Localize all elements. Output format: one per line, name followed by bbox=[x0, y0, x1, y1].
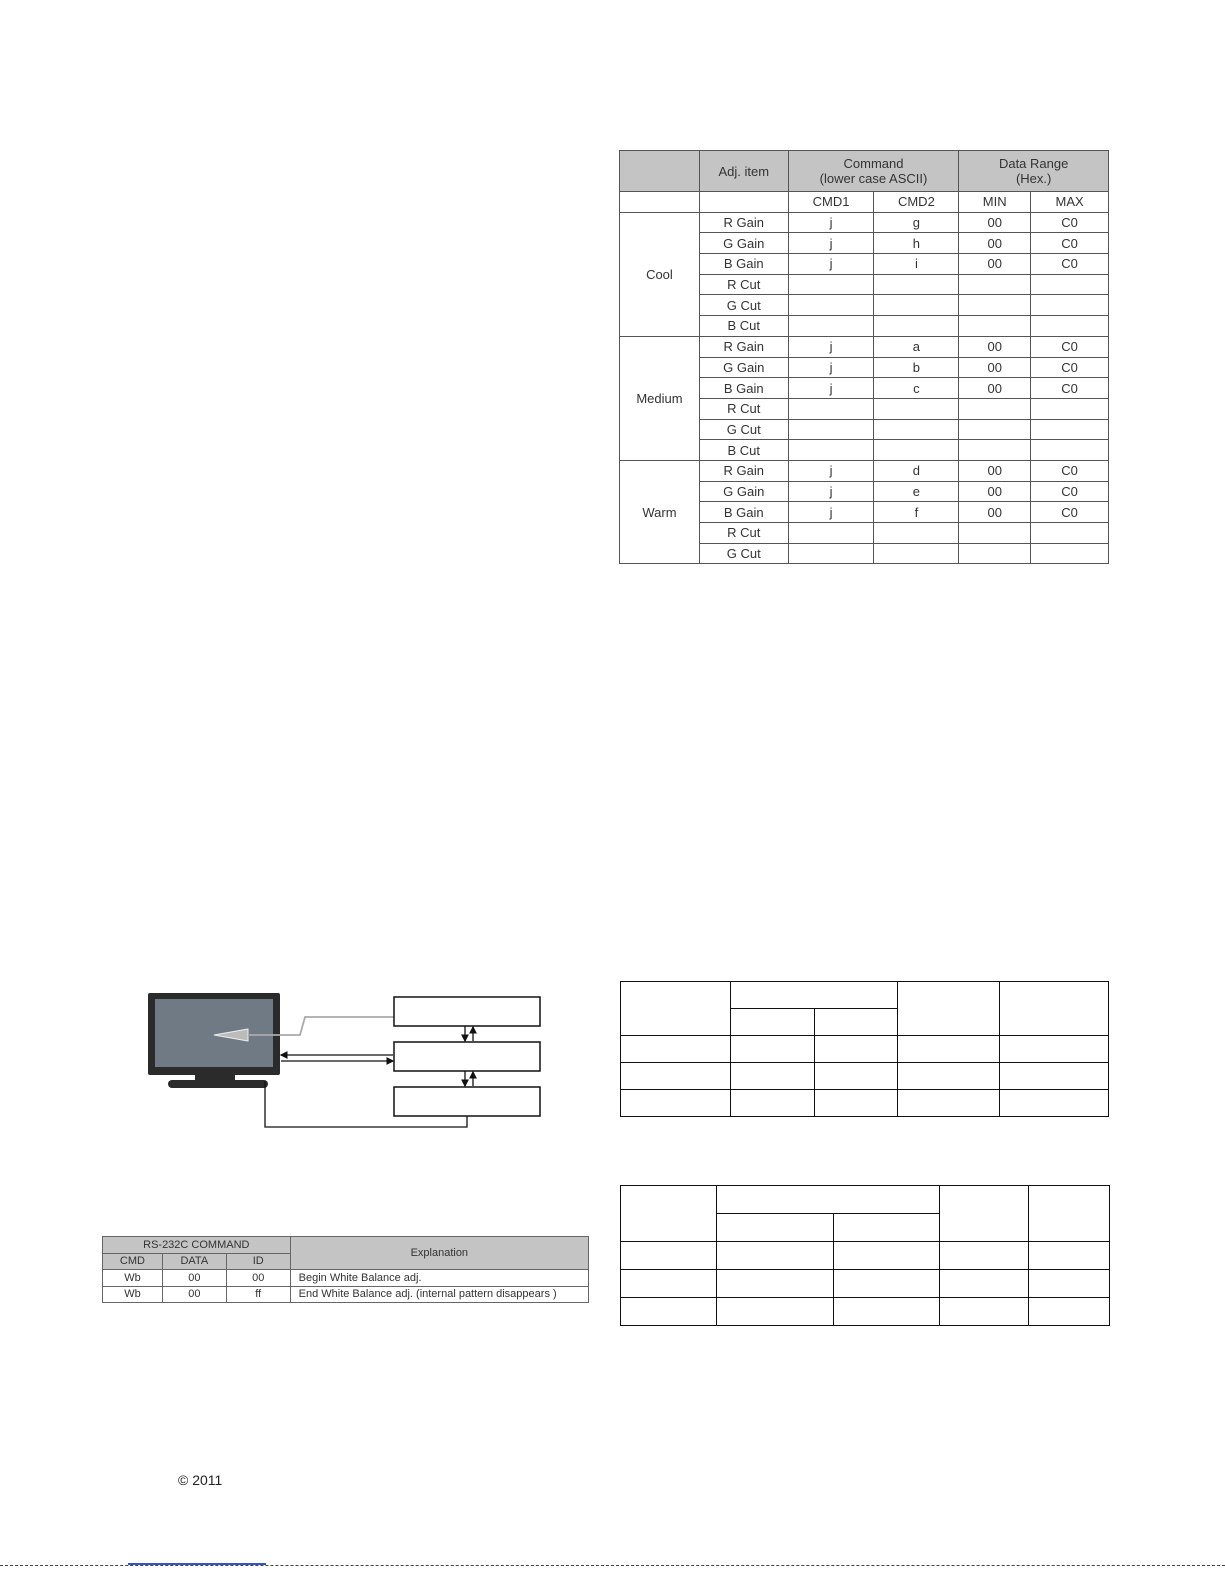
subheader-max: MAX bbox=[1031, 192, 1109, 213]
subheader-blank-cell bbox=[699, 192, 788, 213]
item-cell: B Cut bbox=[699, 316, 788, 337]
item-cell: B Gain bbox=[699, 502, 788, 523]
table-cell bbox=[833, 1214, 940, 1242]
table-cell bbox=[621, 1186, 717, 1242]
table-cell bbox=[833, 1270, 940, 1298]
max-cell bbox=[1031, 398, 1109, 419]
table-cell bbox=[940, 1186, 1029, 1242]
max-cell: C0 bbox=[1031, 481, 1109, 502]
max-cell: C0 bbox=[1031, 460, 1109, 481]
table-cell bbox=[1000, 1063, 1109, 1090]
table-cell bbox=[621, 1063, 731, 1090]
table-cell bbox=[730, 982, 898, 1009]
table-row bbox=[621, 1242, 1110, 1270]
rs-data-cell: 00 bbox=[162, 1286, 226, 1303]
table-cell bbox=[621, 1242, 717, 1270]
min-cell bbox=[959, 295, 1031, 316]
max-cell bbox=[1031, 316, 1109, 337]
min-cell bbox=[959, 398, 1031, 419]
cmd1-cell: j bbox=[788, 233, 874, 254]
max-cell: C0 bbox=[1031, 233, 1109, 254]
min-cell bbox=[959, 274, 1031, 295]
cmd1-cell bbox=[788, 543, 874, 564]
cmd1-cell: j bbox=[788, 378, 874, 399]
rs-col-data: DATA bbox=[162, 1253, 226, 1270]
item-cell: G Cut bbox=[699, 543, 788, 564]
cmd2-cell: c bbox=[874, 378, 959, 399]
rs-group-header: RS-232C COMMAND bbox=[103, 1237, 291, 1254]
table-row bbox=[620, 212, 1109, 233]
table-cell bbox=[1029, 1186, 1110, 1242]
rs-header-row bbox=[103, 1237, 589, 1254]
group-label-cell: Medium bbox=[620, 336, 700, 460]
cmd2-cell: a bbox=[874, 336, 959, 357]
table-cell bbox=[621, 1298, 717, 1326]
footer-link-underline bbox=[128, 1563, 266, 1565]
header-range-line2: (Hex.) bbox=[1015, 171, 1052, 186]
table-cell bbox=[898, 1090, 1000, 1117]
footer-dashed-rule bbox=[0, 1565, 1225, 1566]
rs232c-command-table bbox=[102, 1236, 589, 1303]
cmd2-cell bbox=[874, 523, 959, 544]
max-cell bbox=[1031, 274, 1109, 295]
table-cell bbox=[814, 1090, 898, 1117]
max-cell bbox=[1031, 440, 1109, 461]
max-cell: C0 bbox=[1031, 336, 1109, 357]
cmd2-cell bbox=[874, 398, 959, 419]
header-range-line1: Data Range bbox=[998, 156, 1069, 171]
min-cell: 00 bbox=[959, 357, 1031, 378]
header-command-line2: (lower case ASCII) bbox=[819, 171, 928, 186]
item-cell: R Cut bbox=[699, 523, 788, 544]
connection-diagram bbox=[140, 985, 550, 1135]
rs-explanation-cell: Begin White Balance adj. bbox=[290, 1270, 588, 1287]
table-cell bbox=[621, 1090, 731, 1117]
table-cell bbox=[940, 1270, 1029, 1298]
table-cell bbox=[730, 1009, 814, 1036]
table-cell bbox=[716, 1186, 940, 1214]
table-cell bbox=[621, 1036, 731, 1063]
min-cell bbox=[959, 316, 1031, 337]
cmd2-cell bbox=[874, 543, 959, 564]
copyright-text: © 2011 bbox=[178, 1472, 223, 1488]
item-cell: G Cut bbox=[699, 419, 788, 440]
table-subheader-row bbox=[620, 192, 1109, 213]
item-cell: G Cut bbox=[699, 295, 788, 316]
subheader-min: MIN bbox=[959, 192, 1031, 213]
diagram-box-middle bbox=[394, 1042, 540, 1071]
rs-cmd-cell: Wb bbox=[103, 1286, 163, 1303]
cmd2-cell: f bbox=[874, 502, 959, 523]
item-cell: B Cut bbox=[699, 440, 788, 461]
table-cell bbox=[621, 982, 731, 1036]
table-cell bbox=[1029, 1298, 1110, 1326]
max-cell bbox=[1031, 523, 1109, 544]
cmd1-cell: j bbox=[788, 357, 874, 378]
table-cell bbox=[814, 1036, 898, 1063]
subheader-cmd2: CMD2 bbox=[874, 192, 959, 213]
min-cell bbox=[959, 419, 1031, 440]
item-cell: R Gain bbox=[699, 336, 788, 357]
table-row bbox=[621, 1063, 1109, 1090]
item-cell: G Gain bbox=[699, 233, 788, 254]
rs-id-cell: ff bbox=[226, 1286, 290, 1303]
cmd1-cell bbox=[788, 274, 874, 295]
item-cell: R Cut bbox=[699, 274, 788, 295]
cmd2-cell: h bbox=[874, 233, 959, 254]
rs-data-cell: 00 bbox=[162, 1270, 226, 1287]
cmd2-cell bbox=[874, 274, 959, 295]
table-row bbox=[621, 1090, 1109, 1117]
table-cell bbox=[1000, 1036, 1109, 1063]
rs-col-id: ID bbox=[226, 1253, 290, 1270]
cmd1-cell: j bbox=[788, 336, 874, 357]
max-cell bbox=[1031, 419, 1109, 440]
item-cell: G Gain bbox=[699, 357, 788, 378]
rs-id-cell: 00 bbox=[226, 1270, 290, 1287]
white-balance-table-body bbox=[620, 212, 1109, 564]
table-cell bbox=[1000, 1090, 1109, 1117]
table-row bbox=[621, 1298, 1110, 1326]
cmd2-cell bbox=[874, 295, 959, 316]
cmd1-cell: j bbox=[788, 460, 874, 481]
min-cell bbox=[959, 523, 1031, 544]
cmd2-cell bbox=[874, 419, 959, 440]
cmd2-cell: g bbox=[874, 212, 959, 233]
min-cell: 00 bbox=[959, 336, 1031, 357]
subheader-cmd1: CMD1 bbox=[788, 192, 874, 213]
cmd1-cell: j bbox=[788, 254, 874, 275]
table-row bbox=[621, 1270, 1110, 1298]
table-row bbox=[620, 460, 1109, 481]
white-balance-table bbox=[619, 150, 1109, 564]
table-cell bbox=[716, 1214, 833, 1242]
cmd1-cell bbox=[788, 295, 874, 316]
cmd1-cell bbox=[788, 419, 874, 440]
max-cell bbox=[1031, 295, 1109, 316]
item-cell: R Gain bbox=[699, 460, 788, 481]
min-cell: 00 bbox=[959, 481, 1031, 502]
max-cell: C0 bbox=[1031, 502, 1109, 523]
cmd1-cell bbox=[788, 398, 874, 419]
tv-screen bbox=[155, 999, 273, 1067]
min-cell: 00 bbox=[959, 212, 1031, 233]
max-cell: C0 bbox=[1031, 378, 1109, 399]
max-cell: C0 bbox=[1031, 357, 1109, 378]
cmd2-cell bbox=[874, 440, 959, 461]
table-cell bbox=[730, 1063, 814, 1090]
cmd2-cell bbox=[874, 316, 959, 337]
table-row bbox=[103, 1286, 589, 1303]
cmd1-cell: j bbox=[788, 481, 874, 502]
table-cell bbox=[1029, 1270, 1110, 1298]
item-cell: B Gain bbox=[699, 378, 788, 399]
diagram-box-bottom bbox=[394, 1087, 540, 1116]
tv-set-icon bbox=[148, 993, 280, 1088]
diagram-box-top bbox=[394, 997, 540, 1026]
table-cell bbox=[814, 1063, 898, 1090]
table-row bbox=[103, 1270, 589, 1287]
cmd1-cell bbox=[788, 523, 874, 544]
table-cell bbox=[1000, 982, 1109, 1036]
min-cell: 00 bbox=[959, 378, 1031, 399]
empty-table-upper bbox=[620, 981, 1109, 1117]
min-cell: 00 bbox=[959, 233, 1031, 254]
cmd2-cell: d bbox=[874, 460, 959, 481]
cmd2-cell: i bbox=[874, 254, 959, 275]
item-cell: R Cut bbox=[699, 398, 788, 419]
header-data-range bbox=[959, 151, 1109, 192]
table-row bbox=[620, 336, 1109, 357]
min-cell: 00 bbox=[959, 254, 1031, 275]
header-adj-item: Adj. item bbox=[699, 151, 788, 192]
rs-explanation-header: Explanation bbox=[290, 1237, 588, 1270]
item-cell: R Gain bbox=[699, 212, 788, 233]
max-cell: C0 bbox=[1031, 212, 1109, 233]
cmd2-cell: e bbox=[874, 481, 959, 502]
group-label-cell: Cool bbox=[620, 212, 700, 336]
table-cell bbox=[898, 1063, 1000, 1090]
table-cell bbox=[940, 1298, 1029, 1326]
rs-col-cmd: CMD bbox=[103, 1253, 163, 1270]
table-row bbox=[621, 982, 1109, 1009]
empty-table-lower bbox=[620, 1185, 1110, 1326]
table-row bbox=[621, 1186, 1110, 1214]
rs-explanation-cell: End White Balance adj. (internal pattern disappears ) bbox=[290, 1286, 588, 1303]
cmd1-cell: j bbox=[788, 502, 874, 523]
table-row bbox=[621, 1036, 1109, 1063]
table-cell bbox=[814, 1009, 898, 1036]
header-command bbox=[788, 151, 959, 192]
item-cell: B Gain bbox=[699, 254, 788, 275]
table-cell bbox=[716, 1298, 833, 1326]
table-cell bbox=[940, 1242, 1029, 1270]
group-label-cell: Warm bbox=[620, 460, 700, 563]
table-cell bbox=[730, 1036, 814, 1063]
cmd1-cell bbox=[788, 440, 874, 461]
cmd2-cell: b bbox=[874, 357, 959, 378]
table-cell bbox=[833, 1298, 940, 1326]
table-cell bbox=[898, 1036, 1000, 1063]
min-cell bbox=[959, 440, 1031, 461]
min-cell bbox=[959, 543, 1031, 564]
item-cell: G Gain bbox=[699, 481, 788, 502]
table-cell bbox=[730, 1090, 814, 1117]
min-cell: 00 bbox=[959, 502, 1031, 523]
cmd1-cell: j bbox=[788, 212, 874, 233]
table-cell bbox=[1029, 1242, 1110, 1270]
subheader-blank-cell bbox=[620, 192, 700, 213]
table-cell bbox=[621, 1270, 717, 1298]
table-header-row bbox=[620, 151, 1109, 192]
max-cell bbox=[1031, 543, 1109, 564]
header-blank-cell bbox=[620, 151, 700, 192]
cmd1-cell bbox=[788, 316, 874, 337]
table-cell bbox=[716, 1270, 833, 1298]
table-cell bbox=[716, 1242, 833, 1270]
min-cell: 00 bbox=[959, 460, 1031, 481]
max-cell: C0 bbox=[1031, 254, 1109, 275]
table-cell bbox=[898, 982, 1000, 1036]
tv-base bbox=[168, 1080, 268, 1088]
header-command-line1: Command bbox=[843, 156, 904, 171]
rs-cmd-cell: Wb bbox=[103, 1270, 163, 1287]
table-cell bbox=[833, 1242, 940, 1270]
